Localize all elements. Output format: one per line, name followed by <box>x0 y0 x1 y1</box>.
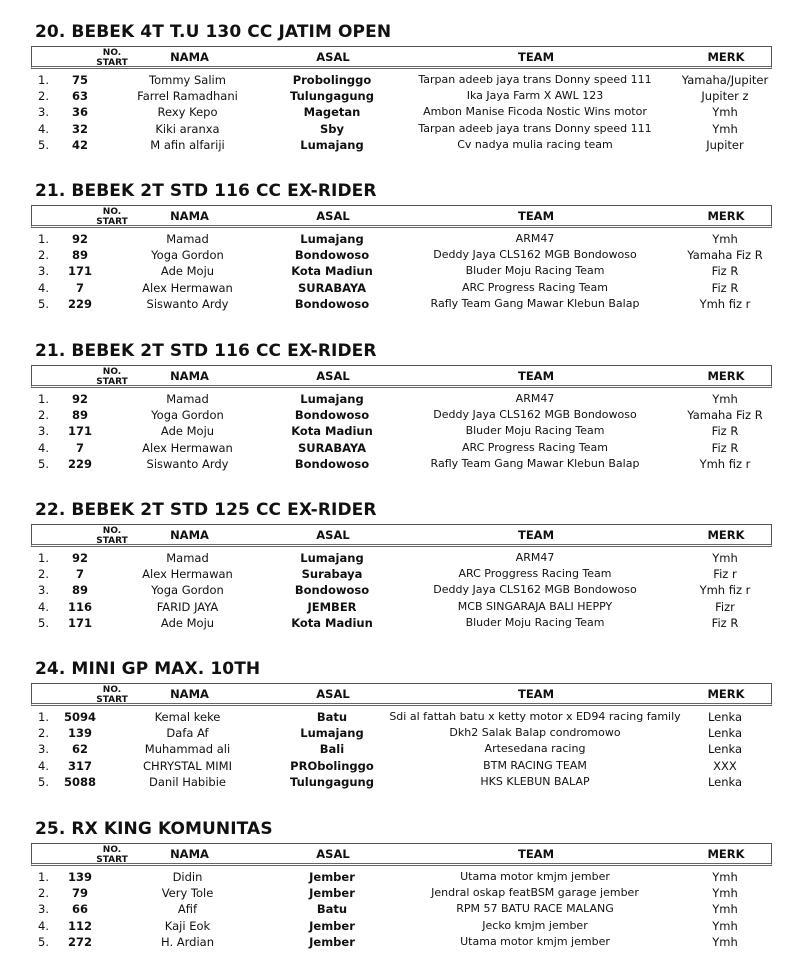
table-row <box>0 741 800 757</box>
position-cell: 5. <box>38 934 49 949</box>
position-cell: 2. <box>38 89 49 104</box>
table-row <box>0 550 800 566</box>
table-row <box>0 440 800 456</box>
header-merk: MERK <box>707 687 745 701</box>
table-row <box>0 774 800 790</box>
brand-cell: XXX <box>713 758 737 773</box>
table-row <box>0 709 800 725</box>
origin-cell: Tulungagung <box>290 89 374 104</box>
table-row <box>0 869 800 885</box>
origin-cell: JEMBER <box>307 599 357 614</box>
origin-cell: Bondowoso <box>294 456 370 471</box>
start-number-cell: 317 <box>67 758 92 773</box>
team-cell: Dkh2 Salak Balap condromowo <box>449 726 621 740</box>
table-row <box>0 280 800 296</box>
rider-name-cell: CHRYSTAL MIMI <box>143 758 232 773</box>
rider-name-cell: Yoga Gordon <box>151 583 224 598</box>
team-cell: ARC Progress Racing Team <box>461 280 608 294</box>
position-cell: 2. <box>38 567 49 582</box>
position-cell: 2. <box>38 408 49 423</box>
position-cell: 3. <box>38 583 49 598</box>
team-cell: ARM47 <box>515 551 555 564</box>
origin-cell: Magetan <box>303 105 361 120</box>
origin-cell: Sby <box>319 121 344 136</box>
header-nama: NAMA <box>170 847 209 861</box>
brand-cell: Jupiter <box>706 137 744 152</box>
origin-cell: Kota Madiun <box>291 615 373 630</box>
team-cell: Rafly Team Gang Mawar Klebun Balap <box>430 296 640 310</box>
origin-cell: Jember <box>309 886 355 901</box>
table-row <box>0 137 800 153</box>
start-number-cell: 5094 <box>63 710 96 724</box>
header-merk: MERK <box>707 847 745 861</box>
rider-name-cell: Didin <box>172 870 203 884</box>
brand-cell: Fiz R <box>711 264 739 279</box>
start-number-cell: 63 <box>71 89 88 104</box>
start-number-cell: 89 <box>71 583 88 598</box>
position-cell: 1. <box>38 232 49 246</box>
position-cell: 1. <box>38 710 49 724</box>
brand-cell: Fizr <box>715 599 735 614</box>
brand-cell: Jupiter z <box>701 89 749 104</box>
start-number-cell: 171 <box>67 615 92 630</box>
position-cell: 4. <box>38 918 49 933</box>
rider-name-cell: Kemal keke <box>154 710 221 724</box>
rider-name-cell: Alex Hermawan <box>142 280 233 295</box>
table-row <box>0 885 800 901</box>
header-team: TEAM <box>517 528 555 542</box>
brand-cell: Yamaha Fiz R <box>687 248 763 263</box>
brand-cell: Lenka <box>707 726 743 741</box>
origin-cell: Lumajang <box>300 726 364 741</box>
team-cell: HKS KLEBUN BALAP <box>480 774 590 788</box>
team-cell: Deddy Jaya CLS162 MGB Bondowoso <box>433 248 637 262</box>
brand-cell: Ymh <box>712 551 738 565</box>
table-row <box>0 725 800 741</box>
table-row <box>0 104 800 120</box>
header-start-line: START <box>96 536 128 546</box>
brand-cell: Fiz r <box>713 567 737 582</box>
brand-cell: Ymh <box>712 934 738 949</box>
header-no-line: NO. <box>102 685 122 695</box>
team-cell: RPM 57 BATU RACE MALANG <box>456 902 614 916</box>
position-cell: 4. <box>38 440 49 455</box>
header-asal: ASAL <box>316 528 350 542</box>
origin-cell: Kota Madiun <box>291 424 373 439</box>
origin-cell: Bondowoso <box>294 248 370 263</box>
header-asal: ASAL <box>316 847 350 861</box>
table-row <box>0 407 800 423</box>
start-number-cell: 139 <box>67 870 92 884</box>
origin-cell: Bali <box>319 742 345 757</box>
origin-cell: SURABAYA <box>297 440 367 455</box>
origin-cell: Surabaya <box>301 567 363 582</box>
team-cell: Utama motor kmjm jember <box>460 870 610 883</box>
origin-cell: Lumajang <box>300 392 364 406</box>
table-row <box>0 263 800 279</box>
team-cell: BTM RACING TEAM <box>483 758 587 772</box>
rider-name-cell: Ade Moju <box>160 264 215 279</box>
brand-cell: Lenka <box>707 774 743 789</box>
header-no-line: NO. <box>102 48 122 58</box>
origin-cell: PRObolinggo <box>290 758 374 773</box>
header-start-line: START <box>96 377 128 387</box>
rider-name-cell: Dafa Af <box>166 726 209 741</box>
section-title: 22. BEBEK 2T STD 125 CC EX-RIDER <box>35 500 377 520</box>
header-no-line: NO. <box>102 526 122 536</box>
rider-name-cell: Mamad <box>166 551 209 565</box>
origin-cell: Kota Madiun <box>291 264 373 279</box>
rider-name-cell: Alex Hermawan <box>142 567 233 582</box>
position-cell: 1. <box>38 73 49 87</box>
header-merk: MERK <box>707 369 745 383</box>
rider-name-cell: H. Ardian <box>161 934 214 949</box>
team-cell: ARM47 <box>515 232 555 245</box>
brand-cell: Ymh fiz r <box>699 296 751 311</box>
start-number-cell: 171 <box>67 264 92 279</box>
header-merk: MERK <box>707 528 745 542</box>
rider-name-cell: Mamad <box>166 392 209 406</box>
rider-name-cell: Siswanto Ardy <box>146 456 229 471</box>
origin-cell: Lumajang <box>300 137 364 152</box>
table-row <box>0 566 800 582</box>
position-cell: 3. <box>38 742 49 757</box>
rider-name-cell: Farrel Ramadhani <box>137 89 238 104</box>
table-header <box>31 205 772 228</box>
team-cell: Ika Jaya Farm X AWL 123 <box>466 89 604 103</box>
position-cell: 2. <box>38 886 49 901</box>
start-number-cell: 92 <box>71 551 88 565</box>
brand-cell: Lenka <box>707 710 743 724</box>
start-number-cell: 112 <box>67 918 92 933</box>
team-cell: Jecko kmjm jember <box>482 918 588 932</box>
header-no-line: NO. <box>102 845 122 855</box>
start-number-cell: 92 <box>71 232 88 246</box>
team-cell: Cv nadya mulia racing team <box>457 137 613 151</box>
header-merk: MERK <box>707 209 745 223</box>
section-title: 24. MINI GP MAX. 10TH <box>35 659 261 679</box>
brand-cell: Fiz R <box>711 440 739 455</box>
table-row <box>0 247 800 263</box>
results-table-body <box>0 709 800 790</box>
rider-name-cell: Muhammad ali <box>144 742 231 757</box>
table-row <box>0 758 800 774</box>
table-row <box>0 934 800 950</box>
team-cell: Bluder Moju Racing Team <box>465 615 605 629</box>
brand-cell: Ymh <box>712 105 738 120</box>
table-row <box>0 231 800 247</box>
header-asal: ASAL <box>316 50 350 64</box>
start-number-cell: 32 <box>71 121 88 136</box>
brand-cell: Ymh <box>712 121 738 136</box>
results-table-body <box>0 391 800 472</box>
header-no-line: NO. <box>102 367 122 377</box>
position-cell: 5. <box>38 296 49 311</box>
header-asal: ASAL <box>316 209 350 223</box>
header-nama: NAMA <box>170 687 209 701</box>
origin-cell: Bondowoso <box>294 296 370 311</box>
origin-cell: Lumajang <box>300 232 364 246</box>
brand-cell: Ymh <box>712 232 738 246</box>
position-cell: 5. <box>38 137 49 152</box>
origin-cell: Batu <box>316 902 348 917</box>
position-cell: 2. <box>38 248 49 263</box>
section-title: 25. RX KING KOMUNITAS <box>35 819 273 839</box>
origin-cell: SURABAYA <box>297 280 367 295</box>
rider-name-cell: Yoga Gordon <box>151 248 224 263</box>
start-number-cell: 89 <box>71 408 88 423</box>
table-row <box>0 72 800 88</box>
table-row <box>0 599 800 615</box>
brand-cell: Ymh fiz r <box>699 583 751 598</box>
position-cell: 2. <box>38 726 49 741</box>
start-number-cell: 79 <box>71 886 88 901</box>
origin-cell: Jember <box>309 918 355 933</box>
position-cell: 5. <box>38 456 49 471</box>
position-cell: 1. <box>38 551 49 565</box>
origin-cell: Batu <box>316 710 348 724</box>
header-start-line: START <box>96 695 128 705</box>
header-nama: NAMA <box>170 528 209 542</box>
team-cell: ARM47 <box>515 392 555 405</box>
brand-cell: Ymh <box>712 392 738 406</box>
origin-cell: Bondowoso <box>294 583 370 598</box>
header-team: TEAM <box>517 687 555 701</box>
position-cell: 4. <box>38 599 49 614</box>
rider-name-cell: Kiki aranxa <box>155 121 220 136</box>
start-number-cell: 5088 <box>63 774 96 789</box>
rider-name-cell: Rexy Kepo <box>157 105 218 120</box>
rider-name-cell: Yoga Gordon <box>151 408 224 423</box>
brand-cell: Ymh <box>712 870 738 884</box>
header-asal: ASAL <box>316 687 350 701</box>
table-row <box>0 456 800 472</box>
start-number-cell: 139 <box>67 726 92 741</box>
position-cell: 3. <box>38 105 49 120</box>
header-start-line: START <box>96 217 128 227</box>
team-cell: Artesedana racing <box>484 742 586 756</box>
header-merk: MERK <box>707 50 745 64</box>
start-number-cell: 7 <box>75 280 84 295</box>
team-cell: ARC Proggress Racing Team <box>458 567 612 581</box>
brand-cell: Lenka <box>707 742 743 757</box>
rider-name-cell: Afif <box>177 902 198 917</box>
start-number-cell: 42 <box>71 137 88 152</box>
table-row <box>0 901 800 917</box>
results-table-body <box>0 72 800 153</box>
rider-name-cell: FARID JAYA <box>156 599 219 614</box>
header-start-line: START <box>96 58 128 68</box>
origin-cell: Tulungagung <box>290 774 374 789</box>
table-row <box>0 918 800 934</box>
table-header <box>31 524 772 547</box>
origin-cell: Probolinggo <box>292 73 372 87</box>
brand-cell: Fiz R <box>711 424 739 439</box>
header-asal: ASAL <box>316 369 350 383</box>
team-cell: Bluder Moju Racing Team <box>465 264 605 278</box>
results-table-body <box>0 231 800 312</box>
brand-cell: Fiz R <box>711 615 739 630</box>
section-title: 21. BEBEK 2T STD 116 CC EX-RIDER <box>35 181 377 201</box>
position-cell: 3. <box>38 902 49 917</box>
team-cell: Deddy Jaya CLS162 MGB Bondowoso <box>433 408 637 422</box>
brand-cell: Ymh <box>712 886 738 901</box>
brand-cell: Ymh <box>712 918 738 933</box>
team-cell: Tarpan adeeb jaya trans Donny speed 111 <box>418 73 652 86</box>
team-cell: Rafly Team Gang Mawar Klebun Balap <box>430 456 640 470</box>
team-cell: ARC Progress Racing Team <box>461 440 608 454</box>
origin-cell: Jember <box>309 934 355 949</box>
team-cell: Jendral oskap featBSM garage jember <box>431 886 639 900</box>
section-title: 21. BEBEK 2T STD 116 CC EX-RIDER <box>35 341 377 361</box>
header-team: TEAM <box>517 847 555 861</box>
table-row <box>0 615 800 631</box>
start-number-cell: 92 <box>71 392 88 406</box>
rider-name-cell: Alex Hermawan <box>142 440 233 455</box>
table-row <box>0 296 800 312</box>
rider-name-cell: Ade Moju <box>160 615 215 630</box>
start-number-cell: 7 <box>75 440 84 455</box>
table-header <box>31 843 772 866</box>
team-cell: MCB SINGARAJA BALI HEPPY <box>457 599 613 613</box>
position-cell: 4. <box>38 758 49 773</box>
start-number-cell: 272 <box>67 934 92 949</box>
header-no-line: NO. <box>102 207 122 217</box>
results-table-body <box>0 869 800 950</box>
position-cell: 5. <box>38 774 49 789</box>
header-team: TEAM <box>517 209 555 223</box>
brand-cell: Yamaha Fiz R <box>687 408 763 423</box>
rider-name-cell: Very Tole <box>161 886 214 901</box>
start-number-cell: 171 <box>67 424 92 439</box>
rider-name-cell: Ade Moju <box>160 424 215 439</box>
brand-cell: Yamaha/Jupiter <box>681 73 769 87</box>
rider-name-cell: Kaji Eok <box>164 918 211 933</box>
team-cell: Bluder Moju Racing Team <box>465 424 605 438</box>
start-number-cell: 116 <box>67 599 92 614</box>
rider-name-cell: M afin alfariji <box>150 137 225 152</box>
header-team: TEAM <box>517 50 555 64</box>
origin-cell: Lumajang <box>300 551 364 565</box>
table-row <box>0 391 800 407</box>
table-row <box>0 423 800 439</box>
results-table-body <box>0 550 800 631</box>
start-number-cell: 66 <box>71 902 88 917</box>
origin-cell: Bondowoso <box>294 408 370 423</box>
brand-cell: Fiz R <box>711 280 739 295</box>
rider-name-cell: Danil Habibie <box>149 774 226 789</box>
table-header <box>31 46 772 69</box>
start-number-cell: 89 <box>71 248 88 263</box>
table-row <box>0 88 800 104</box>
position-cell: 5. <box>38 615 49 630</box>
team-cell: Utama motor kmjm jember <box>460 934 610 948</box>
table-header <box>31 365 772 388</box>
start-number-cell: 7 <box>75 567 84 582</box>
position-cell: 4. <box>38 121 49 136</box>
header-start-line: START <box>96 855 128 865</box>
rider-name-cell: Siswanto Ardy <box>146 296 229 311</box>
start-number-cell: 229 <box>67 456 92 471</box>
team-cell: Sdi al fattah batu x ketty motor x ED94 racing family <box>389 710 681 723</box>
rider-name-cell: Mamad <box>166 232 209 246</box>
table-row <box>0 582 800 598</box>
table-row <box>0 121 800 137</box>
header-team: TEAM <box>517 369 555 383</box>
brand-cell: Ymh fiz r <box>699 456 751 471</box>
section-title: 20. BEBEK 4T T.U 130 CC JATIM OPEN <box>35 22 392 42</box>
rider-name-cell: Tommy Salim <box>149 73 226 87</box>
origin-cell: Jember <box>309 870 355 884</box>
brand-cell: Ymh <box>712 902 738 917</box>
team-cell: Ambon Manise Ficoda Nostic Wins motor <box>423 105 647 119</box>
start-number-cell: 75 <box>71 73 88 87</box>
position-cell: 4. <box>38 280 49 295</box>
position-cell: 1. <box>38 870 49 884</box>
position-cell: 3. <box>38 424 49 439</box>
start-number-cell: 62 <box>71 742 88 757</box>
table-header <box>31 683 772 706</box>
team-cell: Tarpan adeeb jaya trans Donny speed 111 <box>418 121 652 135</box>
position-cell: 1. <box>38 392 49 406</box>
header-nama: NAMA <box>170 50 209 64</box>
header-nama: NAMA <box>170 369 209 383</box>
header-nama: NAMA <box>170 209 209 223</box>
start-number-cell: 229 <box>67 296 92 311</box>
team-cell: Deddy Jaya CLS162 MGB Bondowoso <box>433 583 637 597</box>
start-number-cell: 36 <box>71 105 88 120</box>
position-cell: 3. <box>38 264 49 279</box>
